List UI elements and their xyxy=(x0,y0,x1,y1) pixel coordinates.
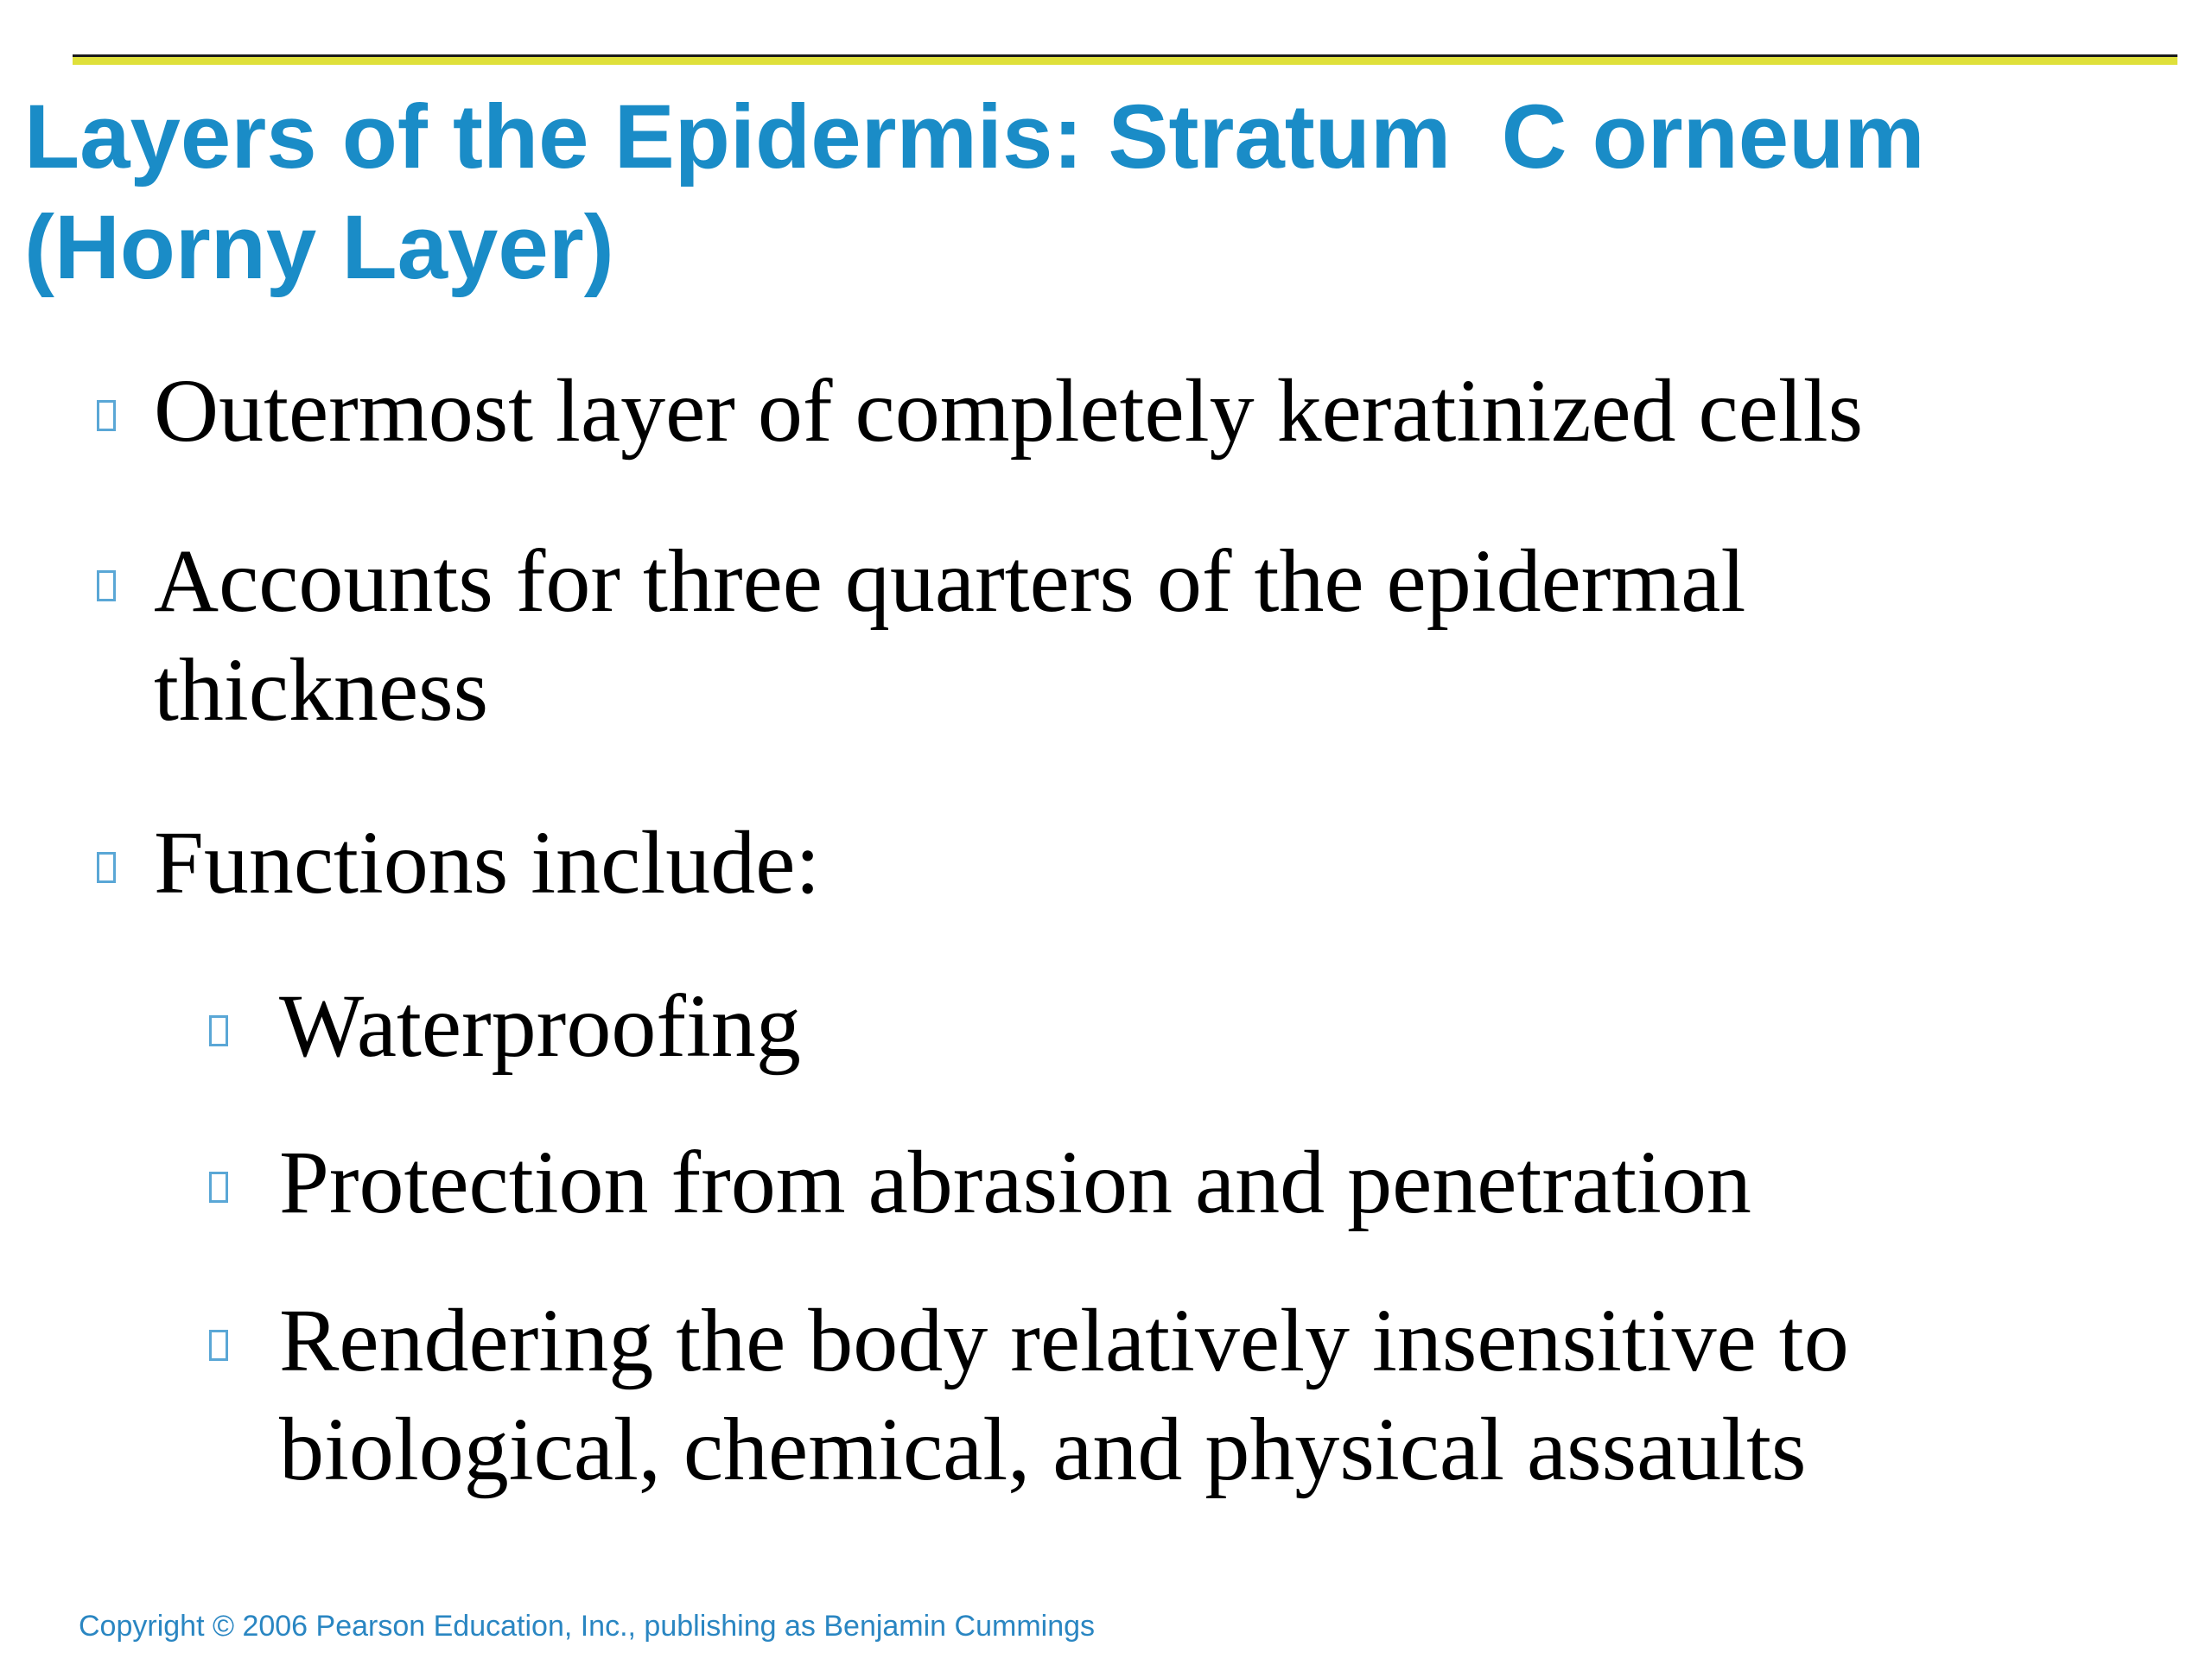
sub-bullet-item: Rendering the body relatively insensitive to biological, chemical, and physical assaults xyxy=(279,1291,1849,1499)
slide-title: Layers of the Epidermis: Stratum C orneum (Horny Layer) xyxy=(24,86,1925,298)
bullet-marker-icon xyxy=(97,852,116,883)
copyright-footer: Copyright © 2006 Pearson Education, Inc., publishing as Benjamin Cummings xyxy=(79,1610,1096,1643)
sub-bullet-marker-icon xyxy=(209,1015,228,1046)
bullet-marker-icon xyxy=(97,400,116,431)
bullet-item: Outermost layer of completely keratinized cells xyxy=(154,361,1864,461)
bullet-marker-icon xyxy=(97,570,116,601)
sub-bullet-marker-icon xyxy=(209,1172,228,1203)
bullet-item: Functions include: xyxy=(154,813,821,912)
sub-bullet-item: Protection from abrasion and penetration xyxy=(279,1133,1751,1232)
sub-bullet-item: Waterproofing xyxy=(279,976,801,1076)
bullet-item: Accounts for three quarters of the epidermal thickness xyxy=(154,531,1746,740)
sub-bullet-marker-icon xyxy=(209,1330,228,1361)
